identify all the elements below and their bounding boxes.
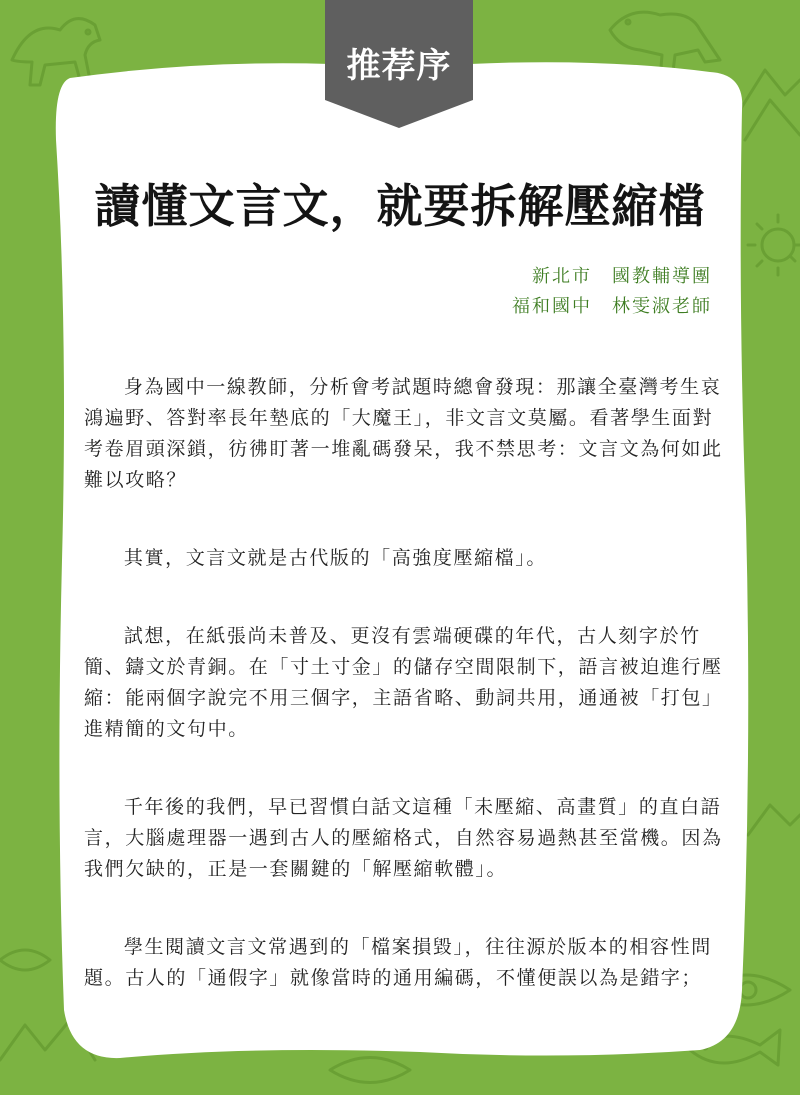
page-title: 讀懂文言文，就要拆解壓縮檔 [94, 179, 706, 233]
article-body [84, 372, 724, 1041]
paragraph: 千年後的我們，早已習慣白話文這種「未壓縮、高畫質」的直白語言，大腦處理器一遇到古人的壓縮格式，自然容易過熱甚至當機。因為我們欠缺的，正是一套關鍵的「解壓縮軟體」。 [84, 796, 723, 880]
author-affiliation: 新北市 國教輔導團 [532, 266, 712, 287]
author-name: 福和國中 林雯淑老師 [512, 296, 712, 317]
paragraph: 身為國中一線教師，分析會考試題時總會發現：那讓全臺灣考生哀鴻遍野、答對率長年墊底的「大魔王」，非文言文莫屬。看著學生面對考卷眉頭深鎖，彷彿盯著一堆亂碼發呆，我不禁思考：文言文為何如此難以攻略？ [84, 376, 723, 491]
section-tab-label: 推荐序 [346, 46, 452, 86]
paragraph: 學生閱讀文言文常遇到的「檔案損毀」，往往源於版本的相容性問題。古人的「通假字」就像當時的通用編碼，不懂便誤以為是錯字； [84, 936, 712, 989]
paragraph: 其實，文言文就是古代版的「高強度壓縮檔」。 [123, 547, 547, 569]
paragraph: 試想，在紙張尚未普及、更沒有雲端硬碟的年代，古人刻字於竹簡、鑄文於青銅。在「寸土寸金」的儲存空間限制下，語言被迫進行壓縮：能兩個字說完不用三個字，主語省略、動詞共用，通通被「打包」進精簡的文句中。 [84, 625, 723, 740]
